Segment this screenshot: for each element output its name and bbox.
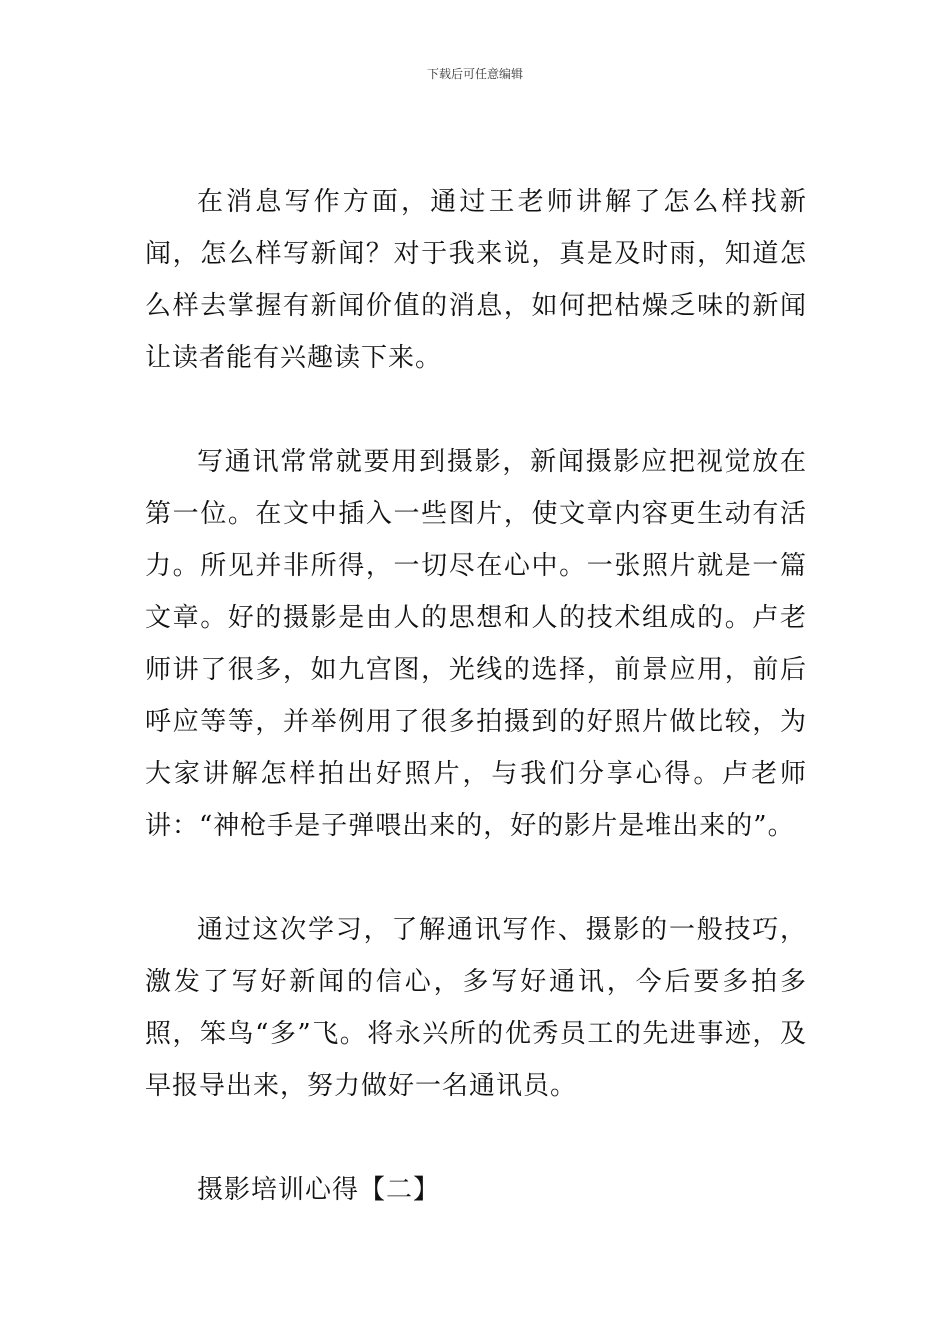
- page-header: 下载后可任意编辑: [426, 67, 523, 81]
- paragraph-photography: 写通讯常常就要用到摄影，新闻摄影应把视觉放在第一位。在文中插入一些图片，使文章内容更生动有活力。所见并非所得，一切尽在心中。一张照片就是一篇文章。好的摄影是由人的思想和人的技术组成的。卢老师讲了很多，如九宫图，光线的选择，前景应用，前后呼应等等，并举例用了很多拍摄到的好照片做比较，为大家讲解怎样拍出好照片，与我们分享心得。卢老师讲：“神枪手是子弹喂出来的，好的影片是堆出来的”。: [145, 447, 807, 841]
- document-body: [145, 176, 807, 1216]
- paragraph-conclusion: 通过这次学习，了解通讯写作、摄影的一般技巧，激发了写好新闻的信心，多写好通讯，今后要多拍多照，笨鸟“多”飞。将永兴所的优秀员工的先进事迹，及早报导出来，努力做好一名通讯员。: [145, 915, 807, 1101]
- paragraph-news-writing: 在消息写作方面，通过王老师讲解了怎么样找新闻，怎么样写新闻？对于我来说，真是及时雨，知道怎么样去掌握有新闻价值的消息，如何把枯燥乏味的新闻让读者能有兴趣读下来。: [145, 187, 807, 373]
- section-heading: 摄影培训心得【二】: [197, 1175, 441, 1205]
